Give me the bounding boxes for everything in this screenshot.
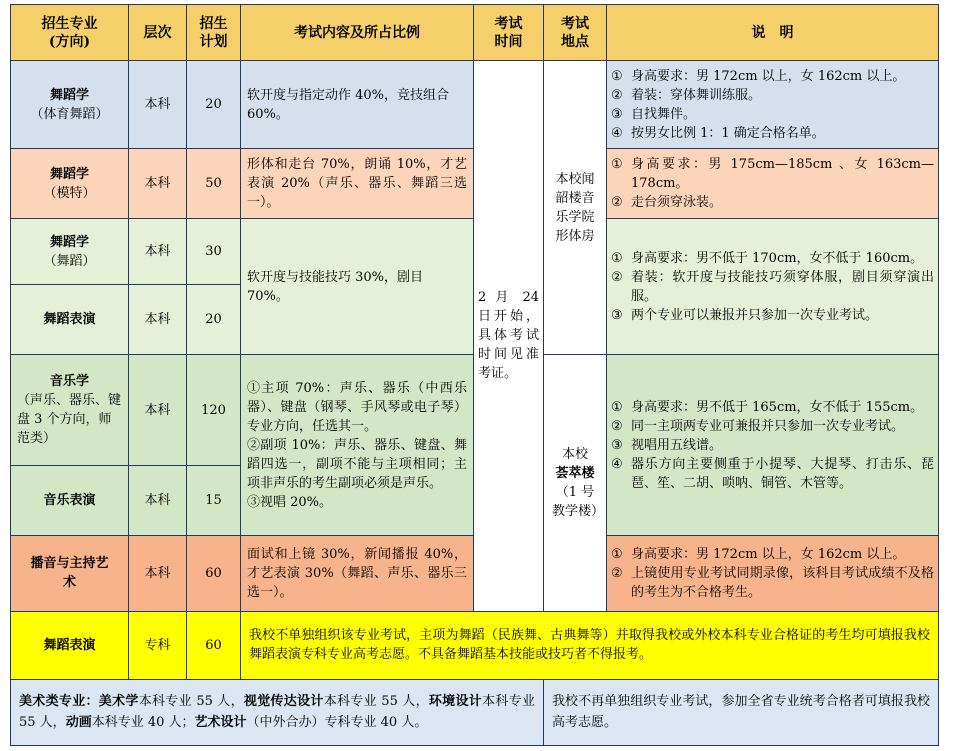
- note-text: 自找舞伴。: [631, 106, 697, 122]
- plan-cell: 60: [187, 535, 241, 611]
- content-cell: 我校不单独组织该专业考试，主项为舞蹈（民族舞、古典舞等）并取得我校或外校本科专业合格证的考生均可填报我校舞蹈表演专科专业高考志愿。不具备舞蹈基本技能或技巧者不得报考。: [241, 611, 939, 679]
- level-cell: 本科: [129, 149, 187, 219]
- art-major-name: 环境设计: [428, 694, 483, 710]
- art-major-name: 艺术设计: [194, 715, 247, 731]
- note-number: ③: [611, 307, 623, 323]
- note-number: ①: [611, 250, 623, 266]
- note-item: [611, 67, 934, 86]
- music-content-line: ③视唱 20%。: [247, 494, 333, 510]
- header-plan: [187, 5, 241, 61]
- exam-time-text: 2 月 24 日开始，具体考试时间见准考证。: [478, 290, 539, 382]
- note-text: 两个专业可以兼报并只参加一次专业考试。: [631, 307, 879, 323]
- note-number: ③: [611, 106, 623, 122]
- major-sub: （体育舞蹈）: [30, 106, 109, 122]
- header-notes: [607, 5, 939, 61]
- header-plan-line2: 计划: [199, 33, 228, 50]
- level-cell: 本科: [129, 465, 187, 535]
- note-text: 身高要求：男不低于 170cm，女不低于 160cm。: [631, 250, 924, 266]
- footer-row: [11, 679, 939, 745]
- note-text: 视唱用五线谱。: [631, 437, 723, 453]
- header-time-line2: 时间: [494, 33, 523, 50]
- note-item: [611, 545, 934, 564]
- content-cell: 形体和走台 70%，朗诵 10%，才艺表演 20%（声乐、器乐、舞蹈三选一）。: [241, 149, 474, 219]
- note-number: ①: [611, 399, 623, 415]
- note-item: [611, 417, 934, 436]
- major-cell: [11, 285, 129, 355]
- header-place: [544, 5, 607, 61]
- dance-content-cell: 软开度与技能技巧 30%，剧目 70%。: [241, 219, 474, 355]
- note-number: ④: [611, 456, 623, 472]
- art-major-text: 本科专业 55 人，: [323, 694, 429, 710]
- plan-cell: 60: [187, 611, 241, 679]
- header-major-line1: 招生专业: [41, 15, 98, 32]
- header-time: [474, 5, 544, 61]
- level-cell: 本科: [129, 285, 187, 355]
- plan-cell: 15: [187, 465, 241, 535]
- header-time-line1: 考试: [494, 15, 523, 32]
- note-text: 按男女比例 1：1 确定合格名单。: [631, 125, 825, 141]
- note-item: [611, 564, 934, 602]
- note-number: ②: [611, 87, 623, 103]
- plan-cell: 50: [187, 149, 241, 219]
- note-item: [611, 436, 934, 455]
- plan-cell: 120: [187, 355, 241, 465]
- exam-time-cell: [474, 61, 544, 612]
- note-number: ④: [611, 125, 623, 141]
- major-sub: （模特）: [43, 185, 96, 201]
- art-notes-cell: 我校不再单独组织专业考试，参加全省专业统考合格者可填报我校高考志愿。: [544, 679, 939, 745]
- art-major-text: 本科专业 40 人；: [91, 715, 195, 731]
- admissions-table-wrapper: [10, 4, 938, 746]
- level-cell: 本科: [129, 355, 187, 465]
- header-content: [241, 5, 474, 61]
- content-cell: 软开度与指定动作 40%，竞技组合 60%。: [241, 61, 474, 149]
- note-text: 身高要求：男不低于 165cm，女不低于 155cm。: [631, 399, 924, 415]
- note-text: 着装：穿体舞训练服。: [631, 87, 762, 103]
- notes-cell: [607, 535, 939, 611]
- major-name: 播音与主持艺术: [30, 556, 109, 591]
- note-number: ③: [611, 437, 623, 453]
- major-cell: [11, 465, 129, 535]
- art-major-text: 本科专业 55 人，: [138, 694, 244, 710]
- note-item: [611, 86, 934, 105]
- notes-cell: [607, 61, 939, 149]
- level-cell: 本科: [129, 219, 187, 285]
- header-plan-line1: 招生: [199, 15, 228, 32]
- music-content-cell: [241, 355, 474, 535]
- note-number: ①: [611, 546, 623, 562]
- art-major-name: 视觉传达设计: [243, 694, 324, 710]
- major-name: 音乐表演: [43, 492, 96, 508]
- art-major-name: 动画: [65, 715, 92, 731]
- major-name: 舞蹈学: [49, 166, 89, 182]
- major-name: 舞蹈学: [49, 87, 89, 103]
- major-name: 舞蹈学: [49, 234, 89, 250]
- admissions-table: [10, 4, 939, 746]
- note-item: [611, 268, 934, 306]
- exam-place-cell-2: [544, 355, 607, 611]
- exam-place-line: 本校: [561, 447, 588, 463]
- note-text: 身高要求：男 172cm 以上，女 162cm 以上。: [631, 546, 906, 562]
- note-text: 上镜使用专业考试同期录像，该科目考试成绩不及格的考生为不合格考生。: [631, 565, 934, 600]
- content-cell: 面试和上镜 30%，新闻播报 40%，才艺表演 30%（舞蹈、声乐、器乐三选一）。: [241, 535, 474, 611]
- header-major-line2: (方向): [48, 33, 91, 50]
- art-major-name: 美术学: [98, 694, 139, 710]
- note-item: [611, 155, 934, 193]
- header-notes-text: 说 明: [751, 24, 794, 41]
- major-name: 舞蹈表演: [43, 637, 96, 653]
- header-row: [11, 5, 939, 61]
- dance-notes-cell: [607, 219, 939, 355]
- major-cell: [11, 219, 129, 285]
- note-number: ②: [611, 418, 623, 434]
- note-item: [611, 398, 934, 417]
- level-cell: 本科: [129, 535, 187, 611]
- major-name: 音乐学: [49, 374, 89, 389]
- major-sub: （声乐、器乐、键盘 3 个方向，师范类）: [17, 393, 122, 446]
- note-text: 身高要求：男 175cm—185cm 、女 163cm—178cm。: [631, 157, 934, 192]
- major-cell: [11, 149, 129, 219]
- table-row: [11, 611, 939, 679]
- music-content-line: ②副项 10%：声乐、器乐、键盘、舞蹈四选一，副项不能与主项相同；主项非声乐的考生副项必须是声乐。: [247, 437, 467, 491]
- major-cell: [11, 611, 129, 679]
- major-cell: [11, 61, 129, 149]
- header-level-text: 层次: [143, 24, 172, 41]
- plan-cell: 20: [187, 61, 241, 149]
- major-cell: [11, 355, 129, 465]
- exam-place-cell-1: [544, 61, 607, 355]
- art-label: 美术类专业：: [19, 694, 99, 710]
- exam-place-line: （1 号教学楼）: [552, 485, 605, 520]
- note-number: ②: [611, 195, 623, 211]
- level-cell: 专科: [129, 611, 187, 679]
- note-item: [611, 249, 934, 268]
- note-number: ②: [611, 269, 623, 285]
- notes-cell: [607, 149, 939, 219]
- plan-cell: 30: [187, 219, 241, 285]
- note-text: 身高要求：男 172cm 以上，女 162cm 以上。: [631, 68, 906, 84]
- note-text: 着装：软开度与技能技巧须穿体服，剧目须穿演出服。: [631, 269, 934, 304]
- header-level: [129, 5, 187, 61]
- header-place-line1: 考试: [561, 15, 589, 32]
- note-item: [611, 193, 934, 212]
- note-text: 器乐方向主要侧重于小提琴、大提琴、打击乐、琵琶、笙、二胡、唢呐、铜管、木管等。: [631, 456, 934, 491]
- plan-cell: 20: [187, 285, 241, 355]
- exam-place-building: 荟萃楼: [555, 466, 595, 482]
- art-major-text: （中外合办）专科专业 40 人。: [246, 715, 428, 731]
- art-major-text: 本科专业 55 人，: [19, 694, 535, 731]
- note-item: [611, 124, 934, 143]
- note-number: ①: [611, 157, 623, 173]
- note-item: [611, 105, 934, 124]
- note-item: [611, 306, 934, 325]
- major-sub: （舞蹈）: [43, 253, 96, 269]
- major-cell: [11, 535, 129, 611]
- note-number: ①: [611, 68, 623, 84]
- music-content-line: ①主项 70%：声乐、器乐（中西乐器）、键盘（钢琴、手风琴或电子琴）专业方向，任选其一。: [247, 380, 467, 434]
- note-item: [611, 455, 934, 493]
- art-majors-cell: [11, 679, 544, 745]
- header-content-text: 考试内容及所占比例: [294, 24, 420, 41]
- music-notes-cell: [607, 355, 939, 535]
- level-cell: 本科: [129, 61, 187, 149]
- header-place-line2: 地点: [561, 33, 589, 50]
- exam-place-text-1: 本校闻韶楼音乐学院形体房: [555, 171, 595, 244]
- note-number: ②: [611, 565, 623, 581]
- note-text: 同一主项两专业可兼报并只参加一次专业考试。: [631, 418, 905, 434]
- header-major: [11, 5, 129, 61]
- table-row: [11, 61, 939, 149]
- note-text: 走台须穿泳装。: [631, 195, 723, 211]
- major-name: 舞蹈表演: [43, 312, 96, 328]
